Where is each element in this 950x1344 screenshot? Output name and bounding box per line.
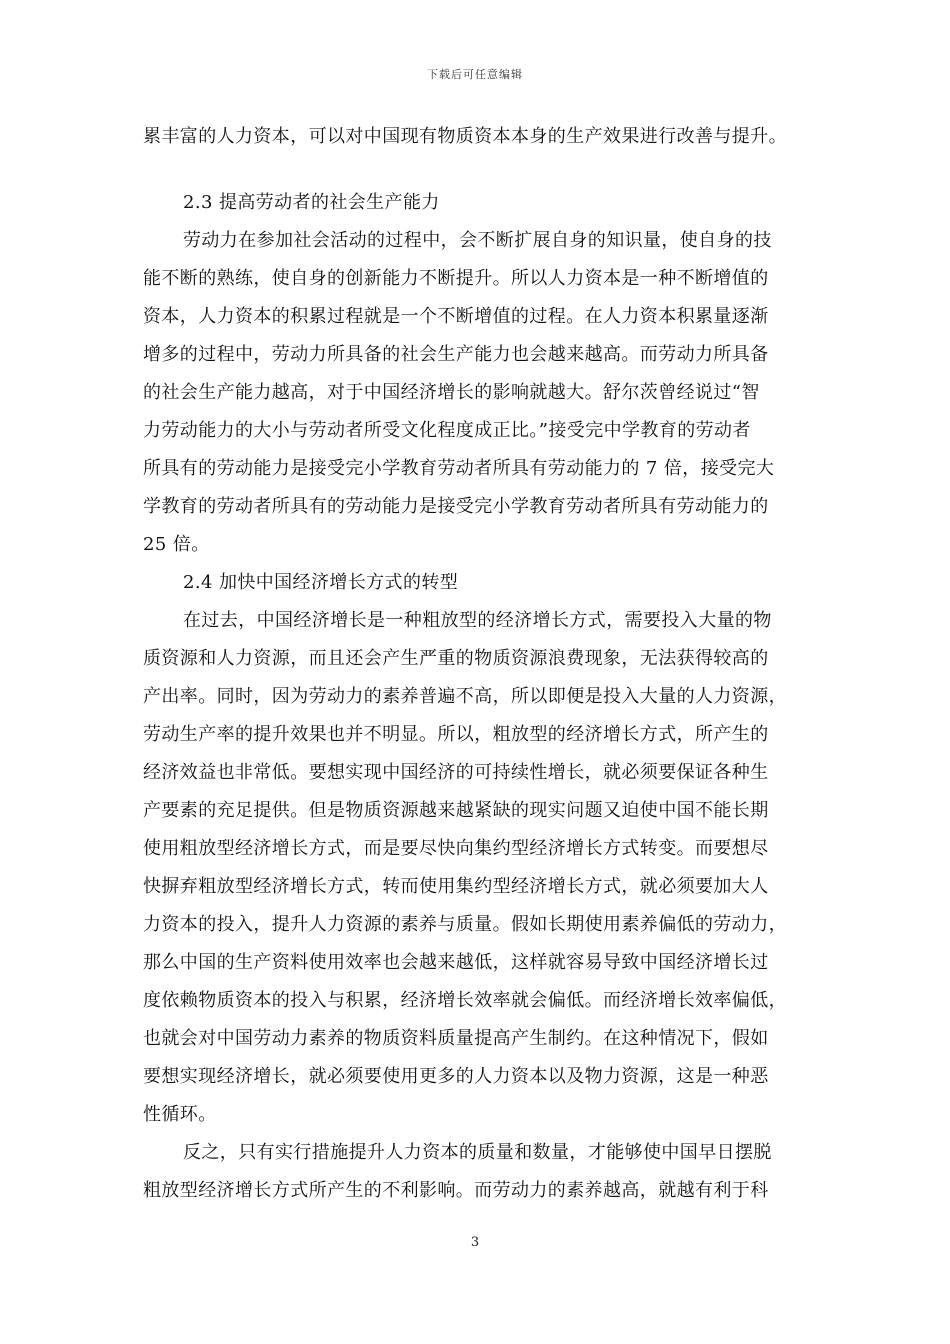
body-line: 快摒弃粗放型经济增长方式，转而使用集约型经济增长方式，就必须要加大人	[143, 876, 769, 897]
body-line: 累丰富的人力资本，可以对中国现有物质资本本身的生产效果进行改善与提升。	[143, 126, 787, 147]
section-heading-2-4: 2.4 加快中国经济增长方式的转型	[183, 572, 459, 593]
body-line: 产出率。同时，因为劳动力的素养普遍不高，所以即便是投入大量的人力资源，	[143, 686, 787, 707]
body-line: 力劳动能力的大小与劳动者所受文化程度成正比。”接受完中学教育的劳动者	[143, 420, 751, 441]
body-line: 粗放型经济增长方式所产生的不利影响。而劳动力的素养越高，就越有利于科	[143, 1180, 769, 1201]
body-line: 增多的过程中，劳动力所具备的社会生产能力也会越来越高。而劳动力所具备	[143, 344, 769, 365]
body-line: 质资源和人力资源，而且还会产生严重的物质资源浪费现象，无法获得较高的	[143, 648, 769, 669]
page-number: 3	[470, 1235, 480, 1250]
body-line: 度依赖物质资本的投入与积累，经济增长效率就会偏低。而经济增长效率偏低，	[143, 990, 787, 1011]
body-line: 也就会对中国劳动力素养的物质资料质量提高产生制约。在这种情况下，假如	[143, 1028, 769, 1049]
body-line: 的社会生产能力越高，对于中国经济增长的影响就越大。舒尔茨曾经说过“智	[143, 382, 760, 403]
paragraph-first-line: 反之，只有实行措施提升人力资本的质量和数量，才能够使中国早日摆脱	[183, 1142, 772, 1163]
body-line: 经济效益也非常低。要想实现中国经济的可持续性增长，就必须要保证各种生	[143, 762, 769, 783]
body-line: 要想实现经济增长，就必须要使用更多的人力资本以及物力资源，这是一种恶	[143, 1066, 769, 1087]
page-header: 下载后可任意编辑	[427, 68, 523, 81]
paragraph-first-line: 在过去，中国经济增长是一种粗放型的经济增长方式，需要投入大量的物	[183, 610, 772, 631]
section-gap	[143, 156, 813, 184]
body-line: 能不断的熟练，使自身的创新能力不断提升。所以人力资本是一种不断增值的	[143, 268, 769, 289]
body-line: 那么中国的生产资料使用效率也会越来越低，这样就容易导致中国经济增长过	[143, 952, 769, 973]
body-line: 所具有的劳动能力是接受完小学教育劳动者所具有劳动能力的 7 倍，接受完大	[143, 458, 775, 479]
paragraph-first-line: 劳动力在参加社会活动的过程中，会不断扩展自身的知识量，使自身的技	[183, 230, 772, 251]
body-line: 产要素的充足提供。但是物质资源越来越紧缺的现实问题又迫使中国不能长期	[143, 800, 769, 821]
body-line: 学教育的劳动者所具有的劳动能力是接受完小学教育劳动者所具有劳动能力的	[143, 496, 769, 517]
body-line: 25 倍。	[143, 534, 210, 555]
section-heading-2-3: 2.3 提高劳动者的社会生产能力	[183, 192, 440, 213]
body-line: 劳动生产率的提升效果也并不明显。所以，粗放型的经济增长方式，所产生的	[143, 724, 769, 745]
body-line: 使用粗放型经济增长方式，而是要尽快向集约型经济增长方式转变。而要想尽	[143, 838, 769, 859]
body-line: 力资本的投入，提升人力资源的素养与质量。假如长期使用素养偏低的劳动力，	[143, 914, 787, 935]
body-line: 性循环。	[143, 1104, 217, 1125]
body-line: 资本，人力资本的积累过程就是一个不断增值的过程。在人力资本积累量逐渐	[143, 306, 769, 327]
document-body	[143, 118, 813, 1210]
